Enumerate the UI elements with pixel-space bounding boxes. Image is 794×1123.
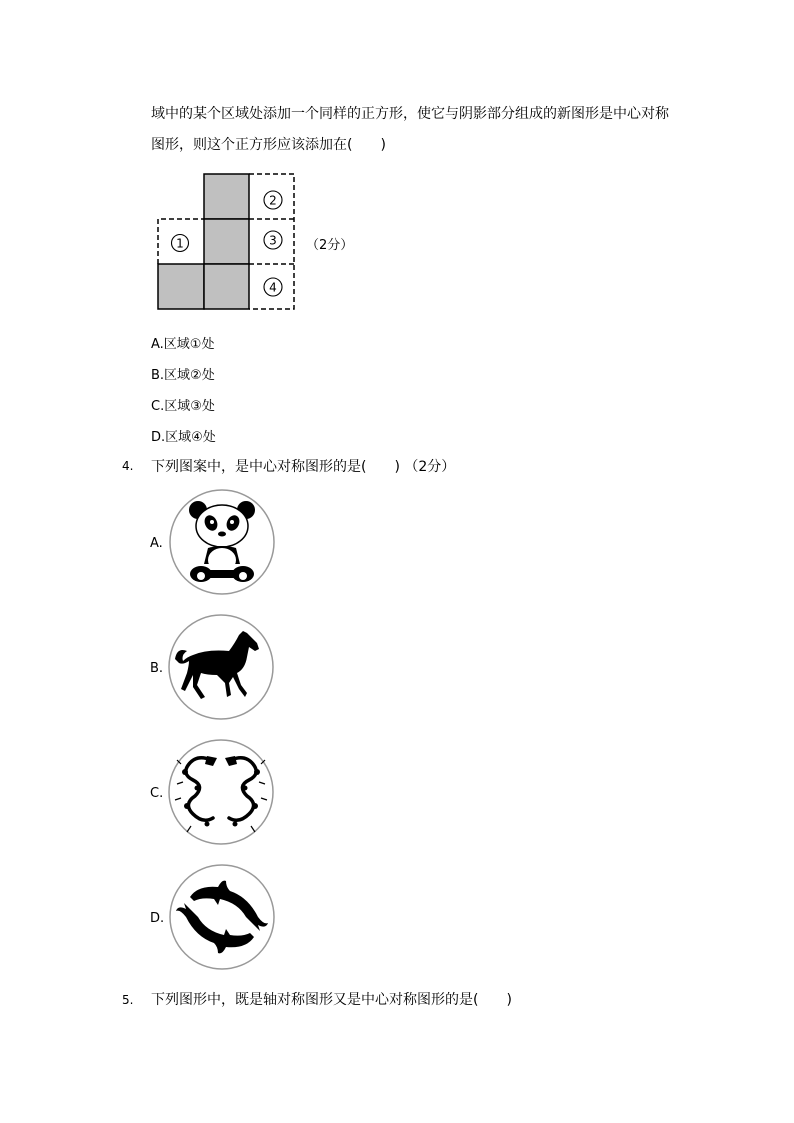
horse-icon[interactable] [167, 613, 275, 721]
q4-option-c-label[interactable]: C. [150, 786, 164, 801]
q3-option-d[interactable]: D.区域④处 [151, 430, 216, 445]
dragons-icon[interactable] [167, 738, 275, 846]
q4-option-a-label[interactable]: A. [150, 536, 163, 551]
shaded-square-middle [204, 219, 249, 264]
q4-number: 4. [122, 459, 134, 473]
panda-icon[interactable] [168, 488, 276, 596]
q3-stem-line2: 图形，则这个正方形应该添加在( ) [151, 137, 386, 153]
q4-option-b-label[interactable]: B. [150, 661, 164, 676]
q3-score: （2分） [306, 238, 354, 253]
q5-stem: 下列图形中，既是轴对称图形又是中心对称图形的是( ) [151, 992, 512, 1008]
q3-option-c[interactable]: C.区域③处 [151, 399, 215, 414]
shaded-square-bottom-left [158, 264, 204, 309]
svg-text:3: 3 [269, 233, 277, 248]
q5-number: 5. [122, 993, 134, 1007]
q3-option-a[interactable]: A.区域①处 [151, 337, 215, 352]
q4-option-d-label[interactable]: D. [150, 911, 165, 926]
svg-text:2: 2 [269, 193, 277, 208]
shaded-square-bottom-middle [204, 264, 249, 309]
dolphins-icon[interactable] [168, 863, 276, 971]
q3-grid-figure [150, 168, 300, 316]
svg-text:4: 4 [269, 280, 277, 295]
q3-stem-line1: 域中的某个区域处添加一个同样的正方形，使它与阴影部分组成的新图形是中心对称 [151, 106, 669, 122]
svg-text:1: 1 [176, 236, 184, 251]
shaded-square-top [204, 174, 249, 219]
q4-stem: 下列图案中，是中心对称图形的是( ) （2分） [151, 459, 456, 475]
q3-option-b[interactable]: B.区域②处 [151, 368, 215, 383]
